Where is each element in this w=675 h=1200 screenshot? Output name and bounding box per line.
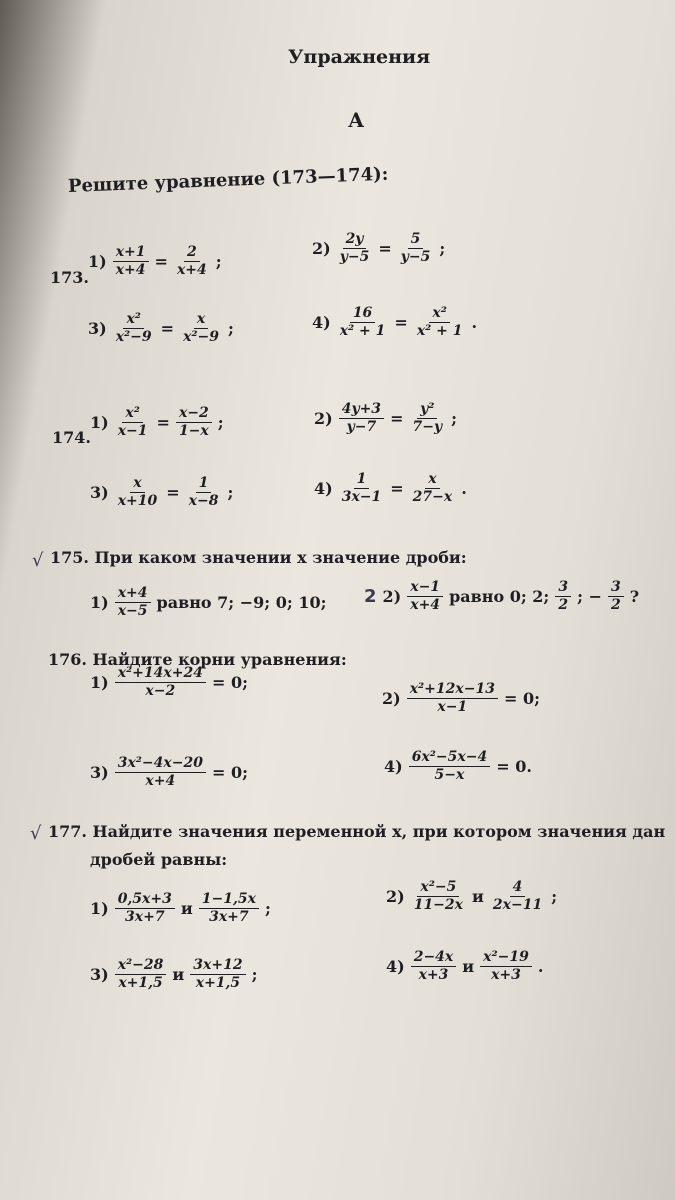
page-title: Упражнения — [288, 46, 431, 68]
numerator: x²−28 — [115, 958, 167, 975]
numerator: 1 — [354, 472, 370, 489]
equals-sign: = — [166, 483, 180, 503]
item-label: 1) — [90, 593, 109, 613]
denominator: x+1,5 — [195, 975, 241, 992]
denominator: x+10 — [117, 493, 158, 510]
exercise-175-header — [50, 548, 467, 567]
numerator: 5 — [408, 232, 424, 249]
item-label: 1) — [88, 252, 107, 272]
item-label: 1) — [90, 673, 109, 693]
numerator: 4 — [510, 880, 526, 897]
denominator: x−1 — [437, 699, 468, 716]
fraction — [480, 950, 532, 984]
ex174-item-1 — [90, 406, 224, 440]
fraction — [409, 750, 491, 784]
fraction — [180, 312, 222, 346]
fraction — [115, 476, 161, 510]
pencil-mark: 2 — [364, 586, 377, 608]
numerator: 4y+3 — [339, 402, 384, 419]
ex177-item-3 — [90, 958, 258, 992]
ex173-item-1 — [88, 245, 222, 279]
exercise-174-number: 174. — [52, 428, 91, 447]
equals-sign: = — [394, 313, 408, 333]
numerator: 2 — [184, 245, 200, 262]
punctuation: ; — [228, 319, 234, 339]
denominator: x²−9 — [115, 329, 152, 346]
denominator: x+4 — [115, 262, 146, 279]
equals-sign: = — [390, 409, 404, 429]
fraction — [113, 312, 155, 346]
right-hand-side: = 0; — [211, 763, 248, 783]
numerator: x²+14x+24 — [115, 666, 206, 683]
ex176-item-3 — [90, 756, 248, 790]
fraction — [411, 950, 457, 984]
item-label: 2) — [382, 587, 402, 607]
exercise-177-text-continued: дробей равны: — [90, 850, 228, 869]
fraction — [113, 245, 149, 279]
section-letter: А — [348, 108, 365, 132]
question-mark: ? — [629, 587, 640, 607]
denominator: 2 — [558, 597, 569, 614]
denominator: x−8 — [188, 493, 219, 510]
equals-sign: = — [160, 319, 175, 339]
ex173-item-3 — [88, 312, 234, 346]
item-label: 4) — [386, 957, 405, 977]
fraction — [407, 580, 443, 614]
denominator: 1−x — [178, 423, 209, 440]
denominator: 3x+7 — [125, 909, 165, 926]
denominator: x−1 — [117, 423, 148, 440]
fraction — [115, 958, 167, 992]
denominator: x+4 — [410, 597, 441, 614]
values-text: равно 7; −9; 0; 10; — [156, 593, 327, 613]
item-label: 3) — [88, 319, 107, 339]
separator: ; − — [577, 587, 602, 607]
numerator: y² — [417, 402, 437, 419]
denominator: 7−y — [412, 419, 443, 436]
item-label: 3) — [90, 965, 109, 985]
right-hand-side: = 0. — [496, 757, 532, 777]
item-label: 1) — [90, 899, 109, 919]
item-label: 1) — [90, 413, 109, 433]
numerator: x² — [429, 306, 449, 323]
numerator: x — [194, 312, 208, 329]
numerator: x² — [123, 312, 143, 329]
denominator: x+3 — [418, 967, 449, 984]
fraction — [186, 476, 222, 510]
equals-sign: = — [154, 252, 168, 272]
numerator: x² — [122, 406, 142, 423]
fraction — [199, 892, 259, 926]
punctuation: ; — [251, 965, 258, 985]
equals-sign: = — [156, 413, 170, 433]
numerator: 3x²−4x−20 — [115, 756, 206, 773]
fraction — [115, 756, 206, 790]
item-label: 4) — [314, 479, 333, 499]
ex176-item-1 — [90, 666, 248, 700]
punctuation: ; — [439, 239, 446, 259]
values-text: равно 0; 2; — [449, 587, 550, 607]
ex177-item-2 — [386, 880, 557, 914]
numerator: x²−5 — [417, 880, 459, 897]
denominator: x+3 — [491, 967, 521, 984]
fraction — [411, 880, 466, 914]
denominator: 3x−1 — [341, 489, 382, 506]
exercise-175-number: 175. — [50, 548, 89, 567]
fraction — [555, 580, 571, 614]
numerator: 3 — [555, 580, 571, 597]
denominator: x+4 — [176, 262, 207, 279]
denominator: x²−9 — [183, 329, 220, 346]
denominator: 5−x — [434, 767, 465, 784]
punctuation: . — [471, 313, 478, 333]
ex177-item-1 — [90, 892, 271, 926]
ex173-item-2 — [312, 232, 445, 266]
denominator: 2x−11 — [492, 897, 543, 914]
denominator: 27−x — [412, 489, 453, 506]
fraction — [115, 586, 151, 620]
right-hand-side: = 0; — [211, 673, 248, 693]
fraction — [410, 472, 456, 506]
equals-sign: = — [390, 479, 404, 499]
numerator: 6x²−5x−4 — [409, 750, 491, 767]
numerator: x−1 — [407, 580, 443, 597]
fraction — [190, 958, 245, 992]
item-label: 2) — [312, 239, 331, 259]
fraction — [115, 892, 175, 926]
ex174-item-2 — [314, 402, 457, 436]
denominator: y−5 — [400, 249, 431, 266]
exercise-176-number: 176. — [48, 650, 87, 669]
denominator: 2 — [610, 597, 621, 614]
equals-sign: = — [378, 239, 392, 259]
denominator: y−5 — [339, 249, 370, 266]
denominator: x+1,5 — [118, 975, 163, 992]
numerator: 1 — [196, 476, 212, 493]
denominator: x² + 1 — [339, 323, 386, 340]
fraction — [414, 306, 466, 340]
punctuation: ; — [551, 887, 558, 907]
numerator: 2−4x — [411, 950, 457, 967]
punctuation: ; — [227, 483, 234, 503]
conjunction: и — [462, 957, 475, 977]
fraction — [115, 406, 151, 440]
fraction — [490, 880, 545, 914]
punctuation: ; — [215, 252, 222, 272]
fraction — [339, 402, 384, 436]
instruction-173-174: Решите уравнение (173—174): — [67, 163, 389, 197]
denominator: x−2 — [145, 683, 176, 700]
exercise-175-text: При каком значении x значение дроби: — [94, 548, 467, 567]
denominator: 3x+7 — [209, 909, 249, 926]
punctuation: ; — [264, 899, 271, 919]
numerator: x−2 — [176, 406, 212, 423]
punctuation: ; — [451, 409, 457, 429]
item-label: 2) — [386, 887, 405, 907]
numerator: 3 — [608, 580, 624, 597]
item-label: 2) — [314, 409, 333, 429]
fraction — [608, 580, 624, 614]
item-label: 4) — [384, 757, 403, 777]
item-label: 3) — [90, 483, 109, 503]
conjunction: и — [180, 899, 193, 919]
pencil-checkmark-icon: √ — [32, 550, 44, 571]
ex176-item-4 — [384, 750, 532, 784]
numerator: x+1 — [113, 245, 149, 262]
pencil-checkmark-icon: √ — [30, 823, 42, 844]
exercise-173-number: 173. — [50, 268, 89, 287]
denominator: 11−2x — [413, 897, 464, 914]
fraction — [176, 406, 212, 440]
item-label: 2) — [382, 689, 401, 709]
exercise-177-header — [48, 822, 665, 841]
punctuation: . — [461, 479, 467, 499]
conjunction: и — [172, 965, 185, 985]
numerator: x²−19 — [480, 950, 532, 967]
numerator: 2y — [343, 232, 367, 249]
ex173-item-4 — [312, 306, 477, 340]
denominator: x−5 — [117, 603, 148, 620]
ex176-item-2 — [382, 682, 540, 716]
fraction — [337, 306, 389, 340]
ex174-item-3 — [90, 476, 233, 510]
denominator: y−7 — [346, 419, 377, 436]
denominator: x² + 1 — [416, 323, 463, 340]
item-label: 3) — [90, 763, 109, 783]
punctuation: . — [537, 957, 544, 977]
ex177-item-4 — [386, 950, 543, 984]
numerator: 0,5x+3 — [115, 892, 175, 909]
denominator: x+4 — [145, 773, 176, 790]
numerator: 16 — [350, 306, 375, 323]
numerator: x²+12x−13 — [407, 682, 498, 699]
exercise-176-text: Найдите корни уравнения: — [92, 650, 347, 669]
right-hand-side: = 0; — [503, 689, 540, 709]
fraction — [398, 232, 434, 266]
conjunction: и — [472, 887, 484, 907]
punctuation: ; — [217, 413, 224, 433]
fraction — [115, 666, 206, 700]
numerator: x — [130, 476, 144, 493]
fraction — [174, 245, 210, 279]
numerator: 3x+12 — [190, 958, 245, 975]
exercise-177-text: Найдите значения переменной x, при котором значения дан — [92, 822, 666, 841]
ex175-item-2 — [364, 580, 639, 614]
fraction — [337, 232, 373, 266]
ex174-item-4 — [314, 472, 467, 506]
numerator: 1−1,5x — [199, 892, 259, 909]
ex175-item-1 — [90, 586, 327, 620]
exercise-177-number: 177. — [48, 822, 87, 841]
numerator: x — [425, 472, 439, 489]
numerator: x+4 — [115, 586, 151, 603]
fraction — [409, 402, 445, 436]
item-label: 4) — [312, 313, 331, 333]
fraction — [407, 682, 498, 716]
fraction — [339, 472, 385, 506]
